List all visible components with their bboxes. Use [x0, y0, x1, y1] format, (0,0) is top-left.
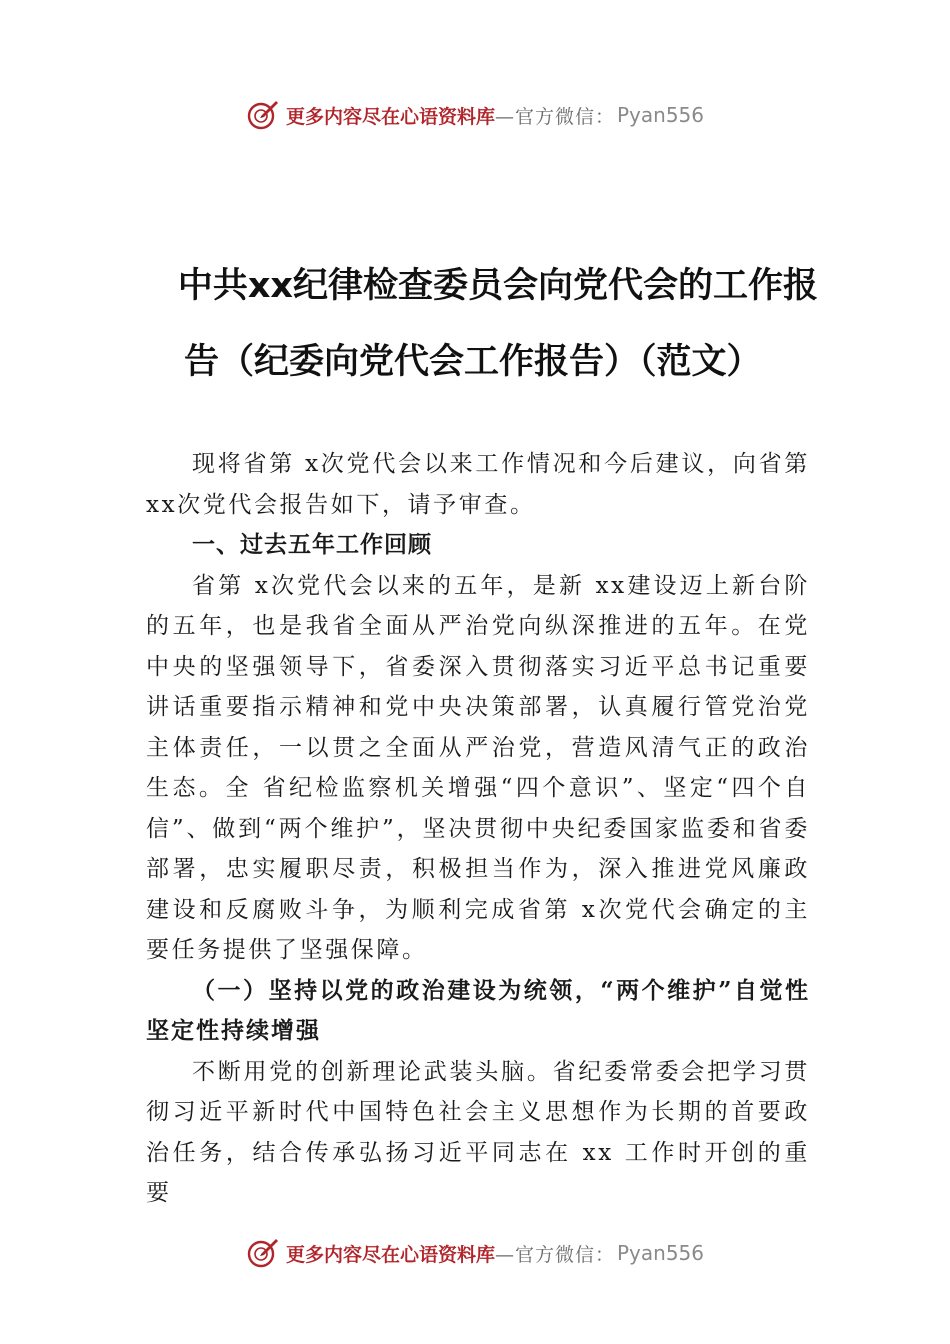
header-wechat-id: Pyan556 [617, 103, 705, 127]
section-heading: 一、过去五年工作回顾 [192, 532, 432, 558]
footer-wechat-id: Pyan556 [617, 1241, 705, 1265]
header-brand-text: 更多内容尽在心语资料库 [285, 105, 495, 128]
footer-brand-text: 更多内容尽在心语资料库 [285, 1243, 495, 1266]
header-wechat-label: —官方微信： [494, 105, 615, 128]
document-title [130, 248, 830, 400]
title-line-1: 中共xx纪律检查委员会向党代会的工作报 [177, 266, 818, 306]
intro-paragraph: 现将省第 x次党代会以来工作情况和今后建议，向省第xx次党代会报告如下，请予审查。 [146, 451, 810, 518]
footer-banner [0, 1233, 950, 1273]
title-line-2: 告（纪委向党代会工作报告）（范文） [184, 342, 762, 382]
subsection-heading: （一）坚持以党的政治建设为统领，“两个维护”自觉性坚定性持续增强 [146, 976, 810, 1044]
footer-wechat-label: —官方微信： [494, 1243, 615, 1266]
section-paragraph: 省第 x次党代会以来的五年，是新 xx建设迈上新台阶的五年，也是我省全面从严治党向纵深推进的五年。在党中央的坚强领导下，省委深入贯彻落实习近平总书记重要讲话重要指示精神和党中央决策部署，认真履行管党治党主体责任，一以贯之全面从严治党，营造风清气正的政治生态。全 省纪检监察机关增强“四个意识”、坚定“四个自信”、做到“两个维护”，坚决贯彻中央纪委国家监委和省委部署，忠实履职尽责，积极担当作为，深入推进党风廉政建设和反腐败斗争，为顺利完成省第 x次党代会确定的主要任务提供了坚强保障。 [146, 572, 810, 963]
header-banner [0, 95, 950, 135]
pen-nib-logo-icon [246, 1236, 280, 1270]
document-body [146, 444, 810, 1214]
subsection-paragraph: 不断用党的创新理论武装头脑。省纪委常委会把学习贯彻习近平新时代中国特色社会主义思想作为长期的首要政治任务，结合传承弘扬习近平同志在 xx 工作时开创的重要 [146, 1058, 810, 1206]
pen-nib-logo-icon [246, 98, 280, 132]
